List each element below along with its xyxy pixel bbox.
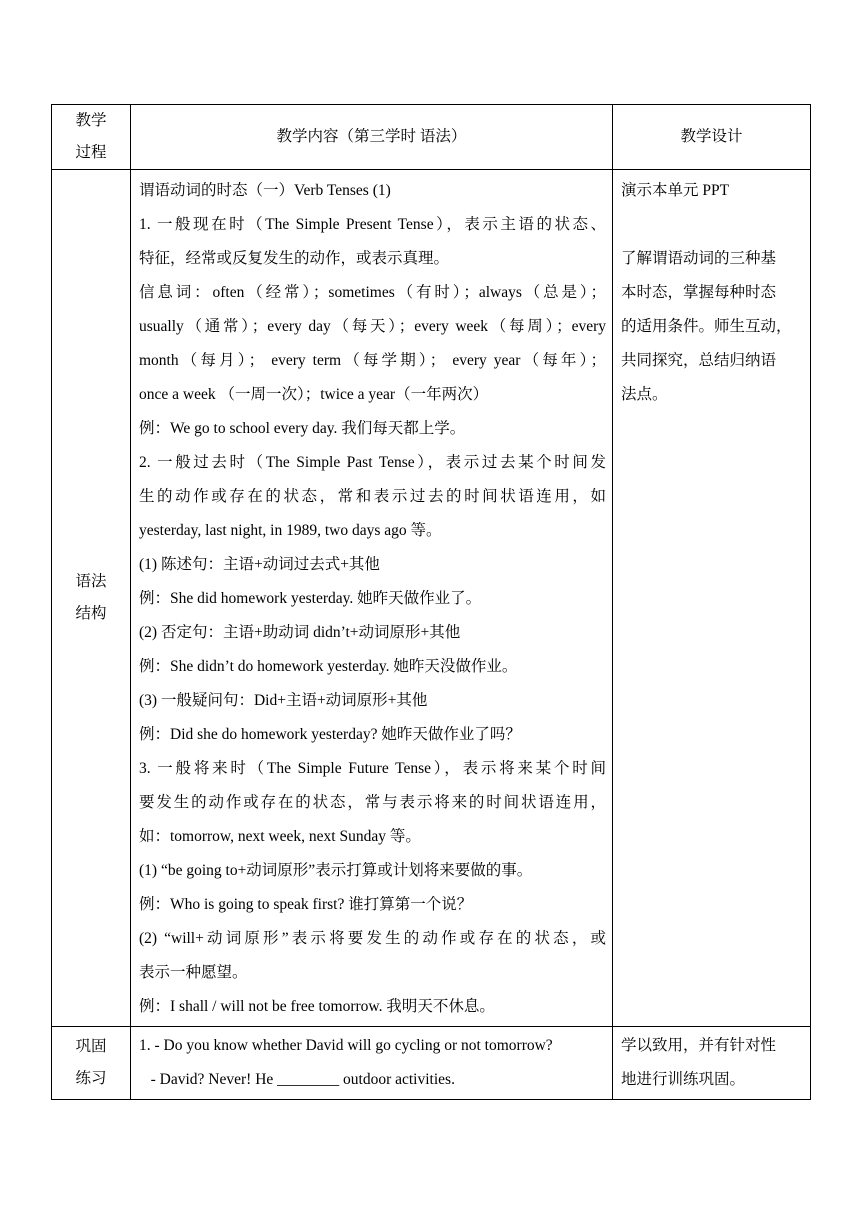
header-process-line1: 教学 bbox=[75, 112, 107, 129]
practice-row bbox=[52, 1027, 811, 1100]
grammar-line: (1) “be going to+动词原形”表示打算或计划将来要做的事。 bbox=[139, 862, 533, 879]
grammar-design-cell bbox=[613, 170, 811, 1027]
grammar-line: 2. 一般过去时（The Simple Past Tense），表示过去某个时间发 bbox=[139, 454, 606, 471]
grammar-line: 如：tomorrow, next week, next Sunday 等。 bbox=[139, 828, 421, 845]
grammar-line: 例：She didn’t do homework yesterday. 她昨天没做作业。 bbox=[139, 658, 518, 675]
practice-line: 1. - Do you know whether David will go cycling or not tomorrow? bbox=[139, 1037, 553, 1054]
design-line: 共同探究，总结归纳语 bbox=[621, 352, 777, 369]
design-line: 地进行训练巩固。 bbox=[621, 1071, 746, 1088]
header-process-line2: 过程 bbox=[75, 144, 107, 161]
grammar-line: 3. 一般将来时（The Simple Future Tense），表示将来某个时间 bbox=[139, 760, 606, 777]
design-line: 法点。 bbox=[621, 386, 668, 403]
practice-design-cell bbox=[613, 1027, 811, 1100]
design-line: 学以致用，并有针对性 bbox=[621, 1037, 777, 1054]
header-row bbox=[52, 105, 811, 170]
design-line: 演示本单元 PPT bbox=[621, 182, 730, 199]
practice-label-line1: 巩固 bbox=[75, 1038, 107, 1055]
header-process-cell bbox=[52, 105, 131, 170]
grammar-line: (2) 否定句：主语+助动词 didn’t+动词原形+其他 bbox=[139, 624, 461, 641]
grammar-line: 要发生的动作或存在的状态，常与表示将来的时间状语连用， bbox=[139, 794, 606, 811]
design-line: 的适用条件。师生互动， bbox=[621, 318, 792, 335]
grammar-line: (1) 陈述句：主语+动词过去式+其他 bbox=[139, 556, 380, 573]
practice-label-line2: 练习 bbox=[75, 1070, 107, 1087]
practice-content-cell bbox=[131, 1027, 613, 1100]
header-content-cell: 教学内容（第三学时 语法） bbox=[131, 105, 613, 170]
grammar-line: 信息词：often（经常）；sometimes（有时）；always（总是）； bbox=[139, 284, 606, 301]
grammar-line: (2) “will+动词原形”表示将要发生的动作或存在的状态，或 bbox=[139, 930, 606, 947]
grammar-line: 1. 一般现在时（The Simple Present Tense），表示主语的状态、 bbox=[139, 216, 606, 233]
grammar-label-line1: 语法 bbox=[75, 573, 107, 590]
grammar-line: (3) 一般疑问句：Did+主语+动词原形+其他 bbox=[139, 692, 428, 709]
practice-line: - David? Never! He ________ outdoor activities. bbox=[139, 1071, 455, 1088]
grammar-label-cell bbox=[52, 170, 131, 1027]
grammar-line: yesterday, last night, in 1989, two days ago 等。 bbox=[139, 522, 442, 539]
grammar-line: 例：I shall / will not be free tomorrow. 我明天不休息。 bbox=[139, 998, 495, 1015]
design-line: 本时态，掌握每种时态 bbox=[621, 284, 777, 301]
design-line: 了解谓语动词的三种基 bbox=[621, 250, 777, 267]
header-design-cell: 教学设计 bbox=[613, 105, 811, 170]
grammar-line: 例：Did she do homework yesterday? 她昨天做作业了吗？ bbox=[139, 726, 521, 743]
grammar-line: usually（通常）；every day（每天）；every week（每周）；every bbox=[139, 318, 606, 335]
grammar-label-line2: 结构 bbox=[75, 605, 107, 622]
grammar-line: once a week （一周一次）；twice a year（一年两次） bbox=[139, 386, 489, 403]
grammar-line: month（每月）； every term（每学期）； every year（每年）； bbox=[139, 352, 606, 369]
practice-label-cell bbox=[52, 1027, 131, 1100]
grammar-row bbox=[52, 170, 811, 1027]
grammar-line: 特征，经常或反复发生的动作，或表示真理。 bbox=[139, 250, 450, 267]
grammar-line: 例：We go to school every day. 我们每天都上学。 bbox=[139, 420, 466, 437]
grammar-line: 表示一种愿望。 bbox=[139, 964, 248, 981]
grammar-line: 谓语动词的时态（一）Verb Tenses (1) bbox=[139, 182, 391, 199]
design-line bbox=[621, 208, 806, 242]
grammar-content-cell bbox=[131, 170, 613, 1027]
grammar-line: 生的动作或存在的状态，常和表示过去的时间状语连用，如 bbox=[139, 488, 606, 505]
lesson-table bbox=[51, 104, 811, 1100]
grammar-line: 例：She did homework yesterday. 她昨天做作业了。 bbox=[139, 590, 482, 607]
grammar-line: 例：Who is going to speak first? 谁打算第一个说？ bbox=[139, 896, 473, 913]
